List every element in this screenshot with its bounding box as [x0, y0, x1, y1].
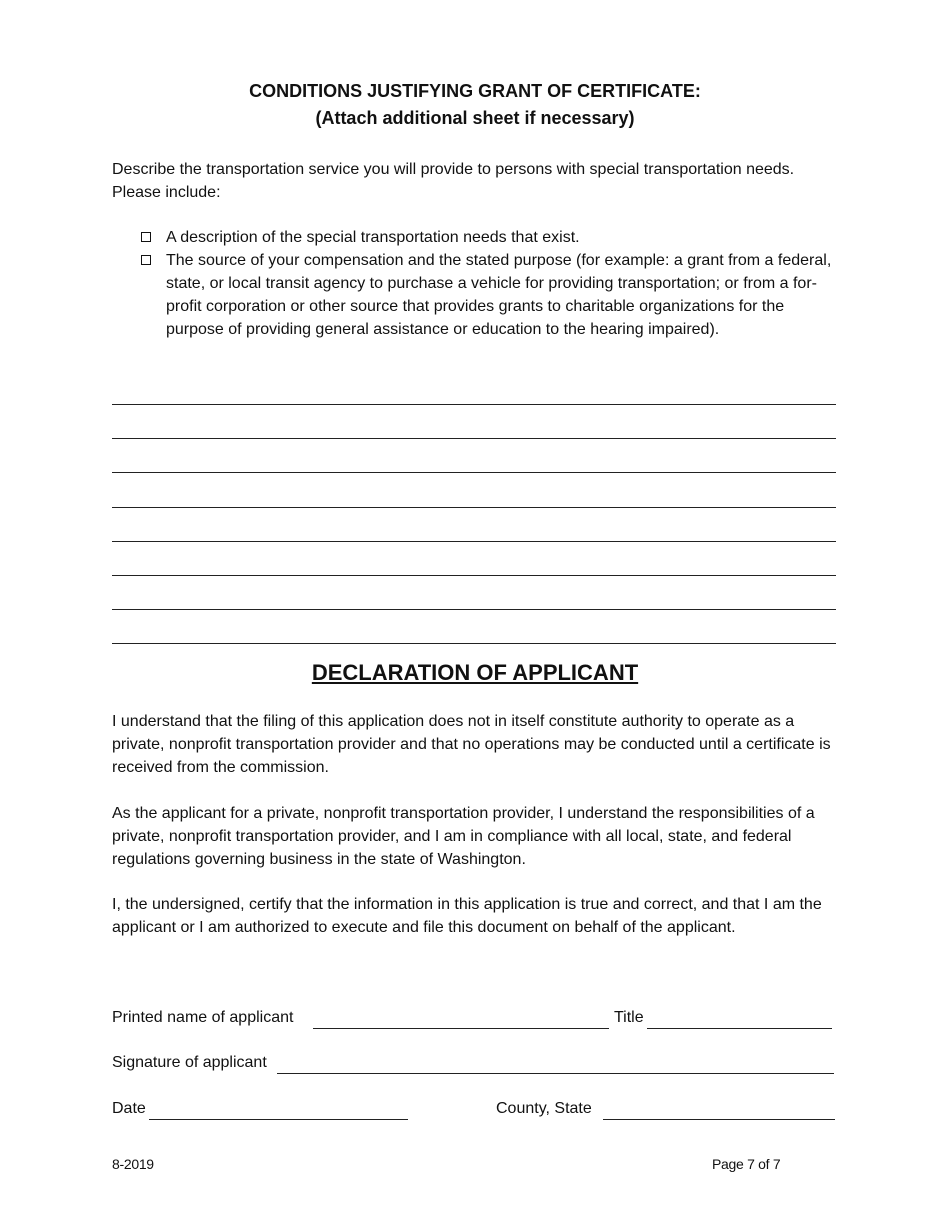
signature-field[interactable]	[277, 1073, 834, 1074]
checkbox-icon[interactable]	[141, 232, 151, 242]
answer-line[interactable]	[112, 643, 836, 644]
declaration-paragraph: As the applicant for a private, nonprofit transportation provider, I understand the responsibilities of a private, nonprofit transportation provider, and I am in compliance with all local, state, and federal regulations governing business in the state of Washington.	[112, 805, 815, 868]
declaration-title: DECLARATION OF APPLICANT	[311, 660, 639, 685]
page-number: Page 7 of 7	[712, 1156, 781, 1172]
signature-label: Signature of applicant	[112, 1054, 267, 1071]
conditions-title: CONDITIONS JUSTIFYING GRANT OF CERTIFICATE:	[249, 81, 701, 101]
answer-line[interactable]	[112, 575, 836, 576]
answer-line[interactable]	[112, 472, 836, 473]
title-field[interactable]	[647, 1028, 832, 1029]
county-state-label: County, State	[496, 1100, 592, 1117]
revision-date: 8-2019	[112, 1156, 154, 1172]
conditions-subtitle: (Attach additional sheet if necessary)	[315, 108, 635, 128]
answer-line[interactable]	[112, 507, 836, 508]
answer-line[interactable]	[112, 609, 836, 610]
county-state-field[interactable]	[603, 1119, 835, 1120]
answer-line[interactable]	[112, 541, 836, 542]
title-label: Title	[614, 1009, 644, 1026]
declaration-paragraph: I, the undersigned, certify that the information in this application is true and correct, and that I am the applicant or I am authorized to execute and file this document on behalf of the applicant.	[112, 896, 822, 936]
date-label: Date	[112, 1100, 146, 1117]
checklist-item-text: The source of your compensation and the stated purpose (for example: a grant from a federal, state, or local transit agency to purchase a vehicle for providing transportation; or from a for-profit corporation or other source that provides grants to charitable organizations for the purpose of providing general assistance or education to the hearing impaired).	[166, 252, 832, 338]
checklist-item	[140, 249, 840, 341]
conditions-intro: Describe the transportation service you will provide to persons with special transportation needs. Please include:	[112, 161, 795, 201]
answer-line[interactable]	[112, 438, 836, 439]
declaration-paragraph: I understand that the filing of this application does not in itself constitute authority to operate as a private, nonprofit transportation provider and that no operations may be conducted until a certificate is received from the commission.	[112, 713, 831, 776]
conditions-checklist	[140, 226, 840, 341]
printed-name-field[interactable]	[313, 1028, 609, 1029]
printed-name-label: Printed name of applicant	[112, 1009, 294, 1026]
checkbox-icon[interactable]	[141, 255, 151, 265]
answer-line[interactable]	[112, 404, 836, 405]
checklist-item-text: A description of the special transportation needs that exist.	[166, 229, 580, 246]
checklist-item	[140, 226, 840, 249]
date-field[interactable]	[149, 1119, 408, 1120]
